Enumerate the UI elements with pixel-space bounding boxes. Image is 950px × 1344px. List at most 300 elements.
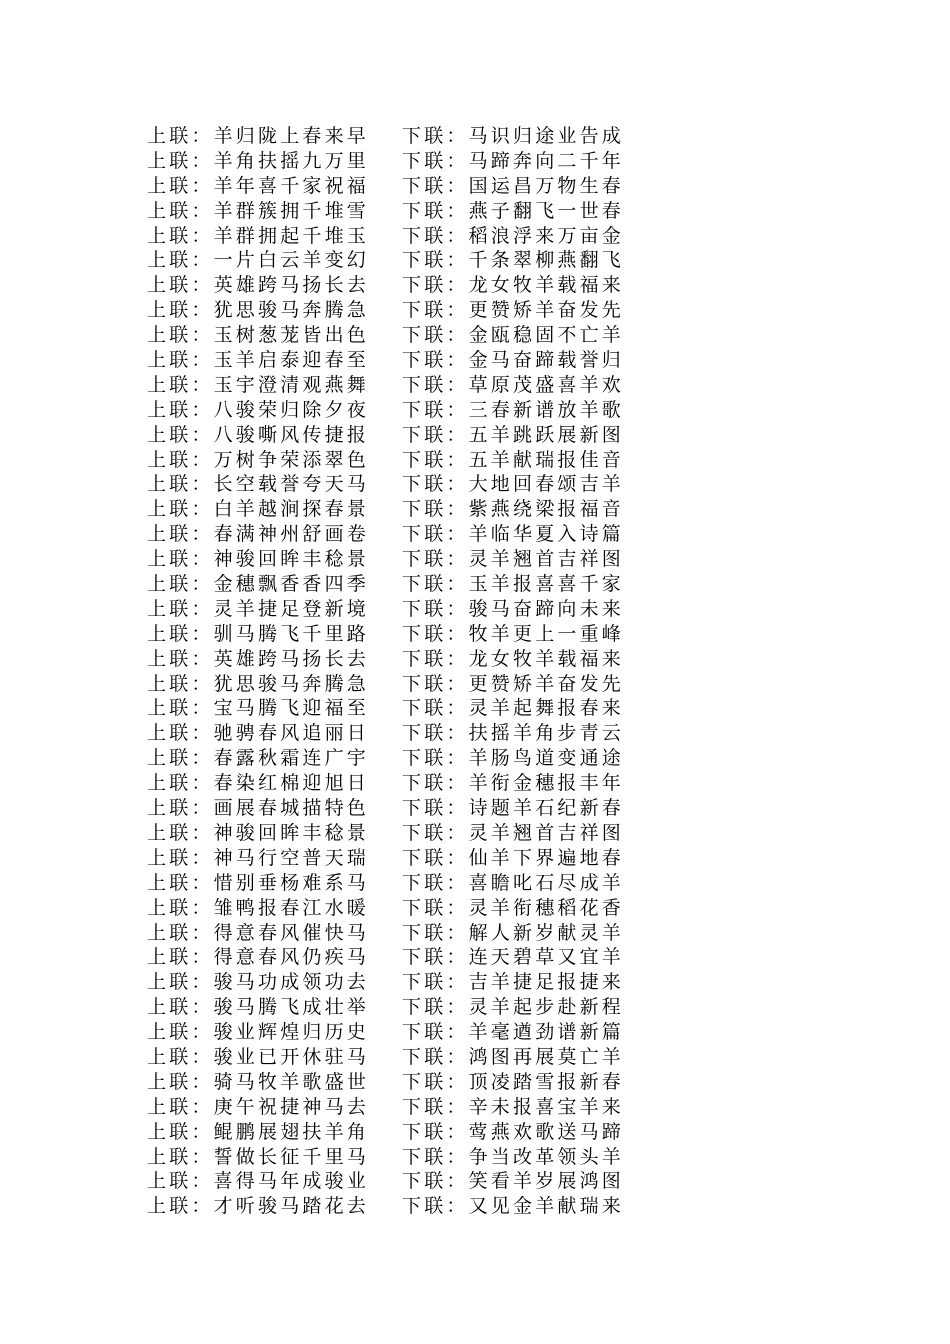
lower-line bbox=[402, 945, 624, 970]
upper-line bbox=[147, 1020, 369, 1045]
lower-line bbox=[402, 124, 624, 149]
lower-line bbox=[402, 373, 624, 398]
upper-line bbox=[147, 522, 369, 547]
lower-text: 笑看羊岁展鸿图 bbox=[468, 1170, 625, 1193]
upper-text: 金穗飘香香四季 bbox=[213, 573, 370, 596]
upper-text: 惜别垂杨难系马 bbox=[213, 871, 370, 894]
couplet-row bbox=[147, 771, 627, 796]
couplet-row bbox=[147, 672, 627, 697]
lower-line bbox=[402, 472, 624, 497]
lower-label: 下联： bbox=[402, 1120, 469, 1143]
upper-label: 上联： bbox=[147, 1195, 214, 1218]
lower-line bbox=[402, 273, 624, 298]
upper-text: 鲲鹏展翅扶羊角 bbox=[213, 1120, 370, 1143]
lower-text: 喜瞻叱石尽成羊 bbox=[468, 871, 625, 894]
upper-text: 羊归陇上春来早 bbox=[213, 125, 370, 147]
upper-text: 灵羊捷足登新境 bbox=[213, 597, 370, 620]
upper-label: 上联： bbox=[147, 398, 214, 421]
lower-label: 下联： bbox=[402, 199, 469, 222]
lower-label: 下联： bbox=[402, 324, 469, 347]
lower-label: 下联： bbox=[402, 722, 469, 745]
upper-line bbox=[147, 1120, 369, 1145]
lower-label: 下联： bbox=[402, 398, 469, 421]
couplet-row bbox=[147, 1020, 627, 1045]
lower-line bbox=[402, 1070, 624, 1095]
lower-label: 下联： bbox=[402, 423, 469, 446]
lower-label: 下联： bbox=[402, 896, 469, 919]
lower-label: 下联： bbox=[402, 523, 469, 546]
upper-line bbox=[147, 1095, 369, 1120]
upper-label: 上联： bbox=[147, 996, 214, 1019]
lower-text: 五羊献瑞报佳音 bbox=[468, 448, 625, 471]
upper-line bbox=[147, 547, 369, 572]
lower-line bbox=[402, 696, 624, 721]
lower-line bbox=[402, 547, 624, 572]
upper-text: 玉树葱茏皆出色 bbox=[213, 324, 370, 347]
upper-line bbox=[147, 373, 369, 398]
lower-line bbox=[402, 995, 624, 1020]
couplet-list bbox=[147, 124, 627, 1219]
couplet-row bbox=[147, 796, 627, 821]
lower-line bbox=[402, 721, 624, 746]
couplet-row bbox=[147, 199, 627, 224]
lower-label: 下联： bbox=[402, 597, 469, 620]
lower-line bbox=[402, 522, 624, 547]
upper-label: 上联： bbox=[147, 423, 214, 446]
upper-label: 上联： bbox=[147, 1021, 214, 1044]
upper-line bbox=[147, 1169, 369, 1194]
upper-label: 上联： bbox=[147, 274, 214, 297]
lower-text: 灵羊翘首吉祥图 bbox=[468, 821, 625, 844]
upper-label: 上联： bbox=[147, 747, 214, 770]
upper-line bbox=[147, 821, 369, 846]
couplet-row bbox=[147, 970, 627, 995]
lower-label: 下联： bbox=[402, 921, 469, 944]
lower-line bbox=[402, 821, 624, 846]
upper-label: 上联： bbox=[147, 846, 214, 869]
lower-line bbox=[402, 970, 624, 995]
upper-line bbox=[147, 597, 369, 622]
lower-text: 吉羊捷足报捷来 bbox=[468, 971, 625, 994]
upper-line bbox=[147, 995, 369, 1020]
lower-label: 下联： bbox=[402, 672, 469, 695]
couplet-row bbox=[147, 124, 627, 149]
upper-line bbox=[147, 945, 369, 970]
lower-label: 下联： bbox=[402, 174, 469, 197]
upper-line bbox=[147, 323, 369, 348]
couplet-row bbox=[147, 721, 627, 746]
upper-text: 玉宇澄清观燕舞 bbox=[213, 373, 370, 396]
couplet-row bbox=[147, 846, 627, 871]
upper-text: 宝马腾飞迎福至 bbox=[213, 697, 370, 720]
lower-text: 稻浪浮来万亩金 bbox=[468, 224, 625, 247]
lower-text: 更赞矫羊奋发先 bbox=[468, 299, 625, 322]
upper-text: 骏马腾飞成壮举 bbox=[213, 996, 370, 1019]
lower-label: 下联： bbox=[402, 1095, 469, 1118]
upper-text: 八骏嘶风传捷报 bbox=[213, 423, 370, 446]
upper-label: 上联： bbox=[147, 971, 214, 994]
upper-label: 上联： bbox=[147, 647, 214, 670]
upper-line bbox=[147, 1145, 369, 1170]
upper-line bbox=[147, 497, 369, 522]
upper-label: 上联： bbox=[147, 448, 214, 471]
upper-line bbox=[147, 423, 369, 448]
lower-line bbox=[402, 1120, 624, 1145]
couplet-row bbox=[147, 224, 627, 249]
lower-label: 下联： bbox=[402, 373, 469, 396]
lower-text: 羊衔金穗报丰年 bbox=[468, 772, 625, 795]
upper-line bbox=[147, 273, 369, 298]
lower-line bbox=[402, 871, 624, 896]
lower-text: 灵羊起舞报春来 bbox=[468, 697, 625, 720]
lower-text: 灵羊翘首吉祥图 bbox=[468, 548, 625, 571]
lower-text: 牧羊更上一重峰 bbox=[468, 622, 625, 645]
upper-label: 上联： bbox=[147, 373, 214, 396]
couplet-row bbox=[147, 945, 627, 970]
lower-text: 金马奋蹄载誉归 bbox=[468, 349, 625, 372]
lower-line bbox=[402, 149, 624, 174]
lower-line bbox=[402, 771, 624, 796]
upper-line bbox=[147, 696, 369, 721]
lower-label: 下联： bbox=[402, 1195, 469, 1218]
lower-label: 下联： bbox=[402, 448, 469, 471]
upper-label: 上联： bbox=[147, 1145, 214, 1168]
couplet-row bbox=[147, 1120, 627, 1145]
upper-text: 春满神州舒画卷 bbox=[213, 523, 370, 546]
lower-text: 灵羊起步赴新程 bbox=[468, 996, 625, 1019]
lower-text: 羊毫遒劲谱新篇 bbox=[468, 1021, 625, 1044]
lower-line bbox=[402, 622, 624, 647]
couplet-row bbox=[147, 1145, 627, 1170]
upper-text: 神骏回眸丰稔景 bbox=[213, 821, 370, 844]
upper-line bbox=[147, 672, 369, 697]
lower-text: 羊临华夏入诗篇 bbox=[468, 523, 625, 546]
lower-line bbox=[402, 647, 624, 672]
lower-label: 下联： bbox=[402, 224, 469, 247]
lower-label: 下联： bbox=[402, 1070, 469, 1093]
upper-label: 上联： bbox=[147, 946, 214, 969]
upper-text: 一片白云羊变幻 bbox=[213, 249, 370, 272]
lower-line bbox=[402, 298, 624, 323]
couplet-row bbox=[147, 423, 627, 448]
lower-line bbox=[402, 248, 624, 273]
upper-line bbox=[147, 348, 369, 373]
upper-text: 誓做长征千里马 bbox=[213, 1145, 370, 1168]
upper-label: 上联： bbox=[147, 249, 214, 272]
lower-text: 争当改革领头羊 bbox=[468, 1145, 625, 1168]
upper-label: 上联： bbox=[147, 871, 214, 894]
lower-label: 下联： bbox=[402, 797, 469, 820]
upper-text: 长空载誉夸天马 bbox=[213, 473, 370, 496]
upper-line bbox=[147, 970, 369, 995]
lower-line bbox=[402, 846, 624, 871]
upper-text: 八骏荣归除夕夜 bbox=[213, 398, 370, 421]
lower-line bbox=[402, 423, 624, 448]
upper-text: 庚午祝捷神马去 bbox=[213, 1095, 370, 1118]
couplet-row bbox=[147, 1194, 627, 1219]
couplet-row bbox=[147, 597, 627, 622]
lower-label: 下联： bbox=[402, 871, 469, 894]
lower-label: 下联： bbox=[402, 299, 469, 322]
upper-text: 得意春风仍疾马 bbox=[213, 946, 370, 969]
upper-label: 上联： bbox=[147, 149, 214, 172]
upper-line bbox=[147, 647, 369, 672]
upper-text: 雏鸭报春江水暖 bbox=[213, 896, 370, 919]
upper-text: 驰骋春风追丽日 bbox=[213, 722, 370, 745]
upper-text: 才听骏马踏花去 bbox=[213, 1195, 370, 1218]
couplet-row bbox=[147, 921, 627, 946]
upper-line bbox=[147, 622, 369, 647]
upper-line bbox=[147, 1070, 369, 1095]
upper-label: 上联： bbox=[147, 597, 214, 620]
couplet-row bbox=[147, 896, 627, 921]
upper-line bbox=[147, 746, 369, 771]
upper-label: 上联： bbox=[147, 797, 214, 820]
couplet-row bbox=[147, 248, 627, 273]
lower-text: 灵羊衔穗稻花香 bbox=[468, 896, 625, 919]
couplet-row bbox=[147, 647, 627, 672]
lower-text: 鸿图再展莫亡羊 bbox=[468, 1045, 625, 1068]
lower-line bbox=[402, 1020, 624, 1045]
lower-label: 下联： bbox=[402, 149, 469, 172]
upper-label: 上联： bbox=[147, 697, 214, 720]
lower-text: 草原茂盛喜羊欢 bbox=[468, 373, 625, 396]
lower-line bbox=[402, 497, 624, 522]
upper-line bbox=[147, 448, 369, 473]
upper-label: 上联： bbox=[147, 1170, 214, 1193]
upper-line bbox=[147, 846, 369, 871]
lower-text: 骏马奋蹄向未来 bbox=[468, 597, 625, 620]
upper-text: 春染红棉迎旭日 bbox=[213, 772, 370, 795]
upper-text: 英雄跨马扬长去 bbox=[213, 647, 370, 670]
couplet-row bbox=[147, 323, 627, 348]
upper-text: 玉羊启泰迎春至 bbox=[213, 349, 370, 372]
lower-text: 龙女牧羊载福来 bbox=[468, 274, 625, 297]
upper-text: 得意春风催快马 bbox=[213, 921, 370, 944]
lower-text: 莺燕欢歌送马蹄 bbox=[468, 1120, 625, 1143]
upper-line bbox=[147, 771, 369, 796]
couplet-row bbox=[147, 871, 627, 896]
couplet-row bbox=[147, 398, 627, 423]
lower-text: 诗题羊石纪新春 bbox=[468, 797, 625, 820]
lower-label: 下联： bbox=[402, 573, 469, 596]
lower-label: 下联： bbox=[402, 647, 469, 670]
upper-text: 犹思骏马奔腾急 bbox=[213, 672, 370, 695]
lower-text: 国运昌万物生春 bbox=[468, 174, 625, 197]
couplet-row bbox=[147, 1169, 627, 1194]
couplet-row bbox=[147, 622, 627, 647]
couplet-row bbox=[147, 373, 627, 398]
lower-text: 羊肠鸟道变通途 bbox=[468, 747, 625, 770]
lower-line bbox=[402, 1194, 624, 1219]
upper-text: 羊群拥起千堆玉 bbox=[213, 224, 370, 247]
lower-label: 下联： bbox=[402, 1170, 469, 1193]
upper-text: 骏业辉煌归历史 bbox=[213, 1021, 370, 1044]
upper-line bbox=[147, 224, 369, 249]
upper-text: 驯马腾飞千里路 bbox=[213, 622, 370, 645]
lower-line bbox=[402, 199, 624, 224]
lower-text: 金瓯稳固不亡羊 bbox=[468, 324, 625, 347]
lower-label: 下联： bbox=[402, 996, 469, 1019]
upper-line bbox=[147, 472, 369, 497]
couplet-row bbox=[147, 348, 627, 373]
upper-label: 上联： bbox=[147, 548, 214, 571]
upper-text: 骏业已开休驻马 bbox=[213, 1045, 370, 1068]
lower-text: 龙女牧羊载福来 bbox=[468, 647, 625, 670]
lower-text: 马蹄奔向二千年 bbox=[468, 149, 625, 172]
lower-line bbox=[402, 1145, 624, 1170]
lower-label: 下联： bbox=[402, 548, 469, 571]
upper-label: 上联： bbox=[147, 224, 214, 247]
upper-text: 白羊越涧探春景 bbox=[213, 498, 370, 521]
upper-line bbox=[147, 174, 369, 199]
lower-text: 辛未报喜宝羊来 bbox=[468, 1095, 625, 1118]
couplet-row bbox=[147, 995, 627, 1020]
lower-line bbox=[402, 572, 624, 597]
lower-text: 顶凌踏雪报新春 bbox=[468, 1070, 625, 1093]
upper-text: 万树争荣添翠色 bbox=[213, 448, 370, 471]
lower-text: 五羊跳跃展新图 bbox=[468, 423, 625, 446]
upper-line bbox=[147, 1194, 369, 1219]
lower-text: 连天碧草又宜羊 bbox=[468, 946, 625, 969]
lower-text: 更赞矫羊奋发先 bbox=[468, 672, 625, 695]
upper-text: 春露秋霜连广宇 bbox=[213, 747, 370, 770]
upper-line bbox=[147, 1045, 369, 1070]
lower-label: 下联： bbox=[402, 125, 469, 147]
upper-line bbox=[147, 721, 369, 746]
lower-text: 三春新谱放羊歌 bbox=[468, 398, 625, 421]
upper-line bbox=[147, 796, 369, 821]
lower-line bbox=[402, 896, 624, 921]
upper-label: 上联： bbox=[147, 1070, 214, 1093]
upper-label: 上联： bbox=[147, 672, 214, 695]
upper-line bbox=[147, 572, 369, 597]
lower-label: 下联： bbox=[402, 349, 469, 372]
upper-label: 上联： bbox=[147, 299, 214, 322]
upper-label: 上联： bbox=[147, 1045, 214, 1068]
lower-text: 千条翠柳燕翻飞 bbox=[468, 249, 625, 272]
couplet-row bbox=[147, 1095, 627, 1120]
upper-label: 上联： bbox=[147, 125, 214, 147]
lower-line bbox=[402, 448, 624, 473]
upper-line bbox=[147, 149, 369, 174]
upper-label: 上联： bbox=[147, 473, 214, 496]
upper-label: 上联： bbox=[147, 174, 214, 197]
upper-line bbox=[147, 124, 369, 149]
lower-label: 下联： bbox=[402, 971, 469, 994]
couplet-row bbox=[147, 547, 627, 572]
couplet-row bbox=[147, 149, 627, 174]
upper-text: 羊年喜千家祝福 bbox=[213, 174, 370, 197]
upper-label: 上联： bbox=[147, 821, 214, 844]
upper-label: 上联： bbox=[147, 349, 214, 372]
couplet-row bbox=[147, 472, 627, 497]
upper-label: 上联： bbox=[147, 498, 214, 521]
lower-line bbox=[402, 1045, 624, 1070]
lower-label: 下联： bbox=[402, 946, 469, 969]
upper-text: 骑马牧羊歌盛世 bbox=[213, 1070, 370, 1093]
lower-line bbox=[402, 224, 624, 249]
upper-label: 上联： bbox=[147, 324, 214, 347]
lower-text: 又见金羊献瑞来 bbox=[468, 1195, 625, 1218]
upper-text: 骏马功成领功去 bbox=[213, 971, 370, 994]
lower-text: 紫燕绕梁报福音 bbox=[468, 498, 625, 521]
lower-label: 下联： bbox=[402, 1145, 469, 1168]
upper-text: 画展春城描特色 bbox=[213, 797, 370, 820]
lower-label: 下联： bbox=[402, 821, 469, 844]
lower-text: 燕子翻飞一世春 bbox=[468, 199, 625, 222]
couplet-row bbox=[147, 298, 627, 323]
upper-line bbox=[147, 398, 369, 423]
lower-label: 下联： bbox=[402, 274, 469, 297]
lower-label: 下联： bbox=[402, 697, 469, 720]
upper-label: 上联： bbox=[147, 622, 214, 645]
upper-label: 上联： bbox=[147, 772, 214, 795]
lower-text: 仙羊下界遍地春 bbox=[468, 846, 625, 869]
upper-line bbox=[147, 871, 369, 896]
couplet-row bbox=[147, 522, 627, 547]
lower-label: 下联： bbox=[402, 249, 469, 272]
lower-line bbox=[402, 323, 624, 348]
couplet-row bbox=[147, 497, 627, 522]
lower-line bbox=[402, 398, 624, 423]
upper-text: 喜得马年成骏业 bbox=[213, 1170, 370, 1193]
couplet-row bbox=[147, 448, 627, 473]
upper-text: 神骏回眸丰稔景 bbox=[213, 548, 370, 571]
lower-text: 解人新岁献灵羊 bbox=[468, 921, 625, 944]
lower-line bbox=[402, 348, 624, 373]
lower-label: 下联： bbox=[402, 622, 469, 645]
upper-label: 上联： bbox=[147, 1095, 214, 1118]
lower-line bbox=[402, 796, 624, 821]
lower-line bbox=[402, 921, 624, 946]
lower-text: 玉羊报喜喜千家 bbox=[468, 573, 625, 596]
lower-label: 下联： bbox=[402, 1021, 469, 1044]
lower-label: 下联： bbox=[402, 1045, 469, 1068]
lower-line bbox=[402, 1169, 624, 1194]
lower-text: 马识归途业告成 bbox=[468, 125, 625, 147]
upper-text: 神马行空普天瑞 bbox=[213, 846, 370, 869]
upper-label: 上联： bbox=[147, 573, 214, 596]
upper-line bbox=[147, 199, 369, 224]
couplet-row bbox=[147, 572, 627, 597]
upper-line bbox=[147, 298, 369, 323]
lower-text: 扶摇羊角步青云 bbox=[468, 722, 625, 745]
lower-label: 下联： bbox=[402, 747, 469, 770]
couplet-row bbox=[147, 746, 627, 771]
lower-label: 下联： bbox=[402, 473, 469, 496]
lower-label: 下联： bbox=[402, 846, 469, 869]
upper-label: 上联： bbox=[147, 921, 214, 944]
couplet-row bbox=[147, 821, 627, 846]
upper-label: 上联： bbox=[147, 1120, 214, 1143]
lower-line bbox=[402, 746, 624, 771]
upper-label: 上联： bbox=[147, 722, 214, 745]
upper-label: 上联： bbox=[147, 199, 214, 222]
lower-line bbox=[402, 672, 624, 697]
lower-text: 大地回春颂吉羊 bbox=[468, 473, 625, 496]
upper-text: 羊群簇拥千堆雪 bbox=[213, 199, 370, 222]
lower-line bbox=[402, 597, 624, 622]
lower-label: 下联： bbox=[402, 772, 469, 795]
lower-line bbox=[402, 1095, 624, 1120]
upper-text: 犹思骏马奔腾急 bbox=[213, 299, 370, 322]
couplet-row bbox=[147, 1070, 627, 1095]
upper-line bbox=[147, 896, 369, 921]
couplet-row bbox=[147, 696, 627, 721]
upper-line bbox=[147, 921, 369, 946]
couplet-row bbox=[147, 1045, 627, 1070]
